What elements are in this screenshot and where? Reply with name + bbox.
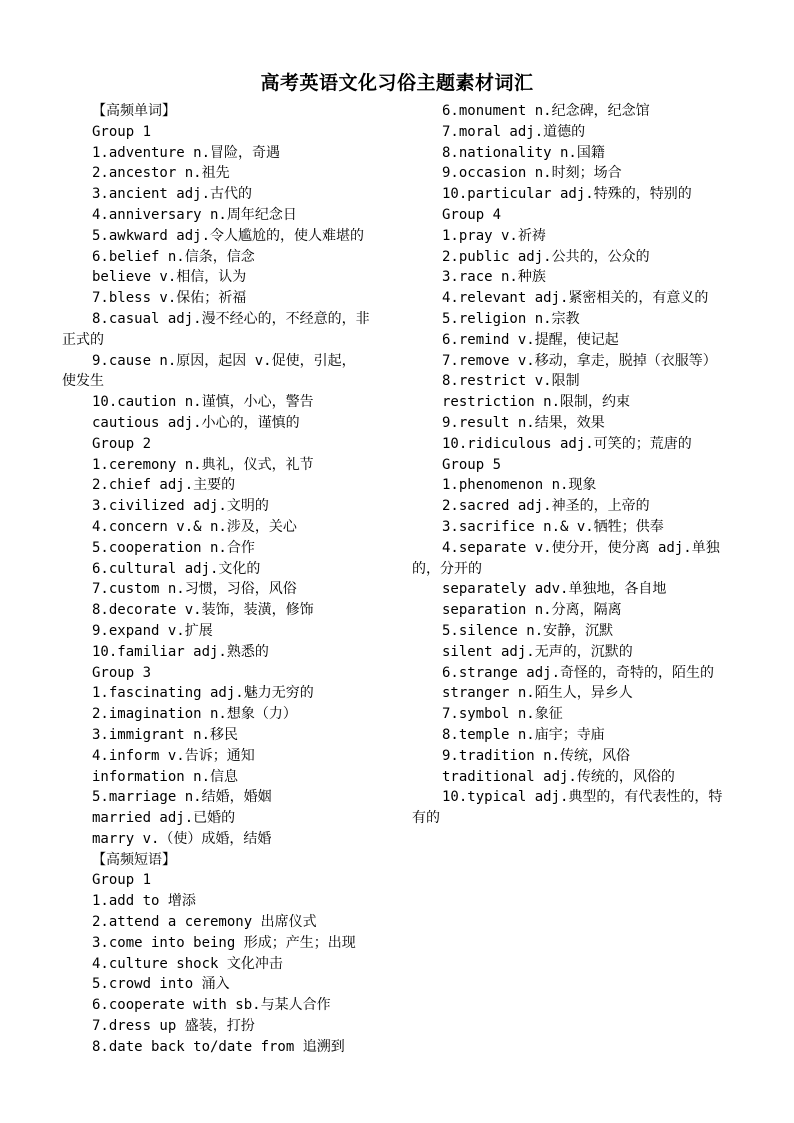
text-line: 有的 [412, 810, 440, 827]
text-line: 9.expand v.扩展 [92, 622, 213, 639]
text-line: 5.silence n.安静，沉默 [442, 622, 614, 639]
text-line: 2.attend a ceremony 出席仪式 [92, 914, 317, 931]
text-line: 4.culture shock 文化冲击 [92, 955, 283, 972]
text-line: 3.ancient adj.古代的 [92, 186, 253, 203]
text-line: Group 1 [92, 123, 152, 140]
text-line: traditional adj.传统的，风俗的 [442, 768, 675, 785]
text-line: separately adv.单独地，各自地 [442, 581, 667, 598]
text-line: 10.caution n.谨慎，小心，警告 [92, 394, 314, 411]
text-line: 9.result n.结果，效果 [442, 414, 605, 431]
text-line: cautious adj.小心的，谨慎的 [92, 414, 300, 431]
text-line: 5.marriage n.结婚，婚姻 [92, 789, 272, 806]
text-line: 3.immigrant n.移民 [92, 726, 239, 743]
text-line: 6.monument n.纪念碑，纪念馆 [442, 103, 650, 119]
text-line: 6.cooperate with sb.与某人合作 [92, 997, 331, 1014]
text-line: separation n.分离，隔离 [442, 602, 622, 619]
text-line: 5.awkward adj.令人尴尬的，使人难堪的 [92, 227, 365, 244]
text-line: married adj.已婚的 [92, 810, 236, 827]
text-line: Group 3 [92, 664, 152, 681]
text-line: 7.symbol n.象征 [442, 706, 563, 723]
text-line: 10.familiar adj.熟悉的 [92, 643, 269, 660]
text-line: 4.separate v.使分开，使分离 adj.单独 [442, 539, 720, 556]
page-title: 高考英语文化习俗主题素材词汇 [260, 72, 534, 94]
text-line: restriction n.限制，约束 [442, 394, 631, 411]
text-line: 9.cause n.原因，起因 v.促使，引起， [92, 352, 356, 369]
text-line: 【高频短语】 [92, 851, 176, 868]
text-line: 2.imagination n.想象（力） [92, 706, 297, 723]
text-line: silent adj.无声的，沉默的 [442, 643, 633, 660]
text-line: 10.ridiculous adj.可笑的；荒唐的 [442, 435, 692, 452]
text-line: 4.anniversary n.周年纪念日 [92, 206, 297, 223]
text-line: 10.typical adj.典型的，有代表性的，特 [442, 789, 723, 806]
text-line: 9.tradition n.传统，风俗 [442, 747, 631, 764]
text-line: 2.public adj.公共的，公众的 [442, 248, 650, 265]
text-line: 9.occasion n.时刻；场合 [442, 165, 622, 182]
text-line: 8.nationality n.国籍 [442, 144, 605, 161]
text-line: 10.particular adj.特殊的，特别的 [442, 186, 692, 203]
right-column [412, 101, 742, 829]
text-line: 6.remind v.提醒，使记起 [442, 331, 619, 348]
text-line: 2.ancestor n.祖先 [92, 165, 230, 182]
text-line: 5.crowd into 涌入 [92, 976, 230, 993]
text-line: 6.belief n.信条，信念 [92, 248, 255, 265]
text-line: 1.add to 增添 [92, 893, 196, 910]
left-column [62, 101, 392, 1058]
text-line: 1.ceremony n.典礼，仪式，礼节 [92, 456, 314, 473]
text-line: 7.remove v.移动，拿走，脱掉（衣服等） [442, 352, 717, 369]
text-line: Group 4 [442, 206, 502, 223]
text-line: 7.bless v.保佑；祈福 [92, 290, 247, 307]
text-line: 正式的 [62, 331, 104, 348]
text-line: 3.sacrifice n.& v.牺牲；供奉 [442, 518, 664, 535]
text-line: 3.come into being 形成；产生；出现 [92, 934, 356, 951]
text-line: Group 5 [442, 456, 502, 473]
text-line: 3.civilized adj.文明的 [92, 498, 269, 515]
text-line: 1.phenomenon n.现象 [442, 477, 597, 494]
text-line: 【高频单词】 [92, 103, 176, 119]
text-line: 2.sacred adj.神圣的，上帝的 [442, 498, 650, 515]
text-line: marry v.（使）成婚，结婚 [92, 830, 272, 847]
text-line: believe v.相信，认为 [92, 269, 247, 286]
text-line: stranger n.陌生人，异乡人 [442, 685, 633, 702]
text-line: 1.fascinating adj.魅力无穷的 [92, 685, 314, 702]
text-line: 4.inform v.告诉；通知 [92, 747, 255, 764]
text-line: 4.concern v.& n.涉及，关心 [92, 518, 297, 535]
text-line: Group 1 [92, 872, 152, 889]
text-line: 1.adventure n.冒险，奇遇 [92, 144, 281, 161]
text-line: 8.casual adj.漫不经心的，不经意的，非 [92, 310, 370, 327]
text-line: Group 2 [92, 435, 152, 452]
text-line: information n.信息 [92, 768, 239, 785]
text-line: 7.moral adj.道德的 [442, 123, 586, 140]
text-line: 7.dress up 盛装，打扮 [92, 1018, 255, 1035]
text-line: 5.cooperation n.合作 [92, 539, 255, 556]
text-line: 使发生 [62, 373, 104, 390]
text-line: 8.decorate v.装饰，装潢，修饰 [92, 602, 314, 619]
text-line: 5.religion n.宗教 [442, 310, 580, 327]
text-line: 的，分开的 [412, 560, 482, 577]
text-line: 6.strange adj.奇怪的，奇特的，陌生的 [442, 664, 715, 681]
text-line: 4.relevant adj.紧密相关的，有意义的 [442, 290, 709, 307]
text-line: 2.chief adj.主要的 [92, 477, 236, 494]
text-line: 6.cultural adj.文化的 [92, 560, 261, 577]
text-line: 8.restrict v.限制 [442, 373, 580, 390]
text-line: 1.pray v.祈祷 [442, 227, 546, 244]
text-line: 3.race n.种族 [442, 269, 546, 286]
text-line: 7.custom n.习惯，习俗，风俗 [92, 581, 297, 598]
text-line: 8.date back to/date from 追溯到 [92, 1038, 345, 1055]
text-line: 8.temple n.庙宇；寺庙 [442, 726, 605, 743]
